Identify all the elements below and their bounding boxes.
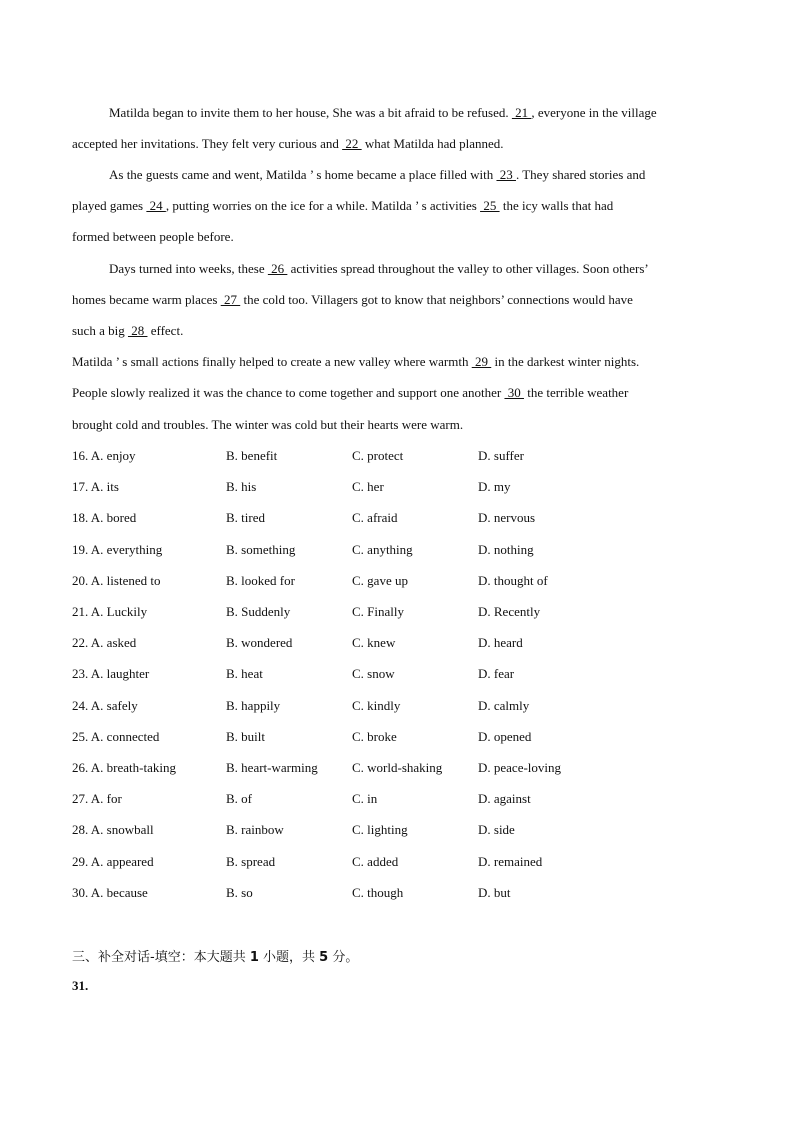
passage-text: , putting worries on the ice for a while. Matilda ’ s activities bbox=[165, 198, 481, 213]
passage-text: such a big bbox=[72, 323, 128, 338]
option-c: C. lighting bbox=[352, 822, 408, 837]
option-row bbox=[72, 854, 712, 870]
option-b: B. looked for bbox=[226, 573, 295, 588]
section-title-prefix: 三、补全对话-填空：本大题共 bbox=[72, 950, 250, 965]
blank-number: 29 bbox=[471, 354, 492, 369]
option-row bbox=[72, 822, 712, 838]
section-title-mid: 小题，共 bbox=[258, 950, 320, 965]
section-heading bbox=[72, 946, 358, 965]
section-title-suffix: 分。 bbox=[328, 950, 359, 965]
option-a: 26. A. breath-taking bbox=[72, 760, 176, 775]
passage-text: accepted her invitations. They felt very curious and bbox=[72, 136, 343, 151]
passage-text: . They shared stories and bbox=[515, 167, 646, 182]
question-count: 1 bbox=[249, 950, 259, 965]
option-a: 19. A. everything bbox=[72, 542, 163, 557]
passage-text: People slowly realized it was the chance to come together and support one another bbox=[72, 385, 505, 400]
option-row bbox=[72, 448, 712, 464]
passage-line bbox=[72, 354, 639, 370]
option-b: B. wondered bbox=[226, 635, 293, 650]
option-row bbox=[72, 510, 712, 526]
question-number: 31. bbox=[72, 978, 89, 993]
blank-number: 23 bbox=[496, 167, 516, 182]
option-a: 29. A. appeared bbox=[72, 854, 154, 869]
option-c: C. her bbox=[352, 479, 384, 494]
passage-text: Matilda ’ s small actions finally helped to create a new valley where warmth bbox=[72, 354, 472, 369]
option-c: C. broke bbox=[352, 729, 397, 744]
option-b: B. tired bbox=[226, 510, 265, 525]
option-d: D. fear bbox=[478, 666, 515, 681]
passage-line bbox=[72, 198, 613, 214]
option-d: D. Recently bbox=[478, 604, 541, 619]
option-row bbox=[72, 604, 712, 620]
passage-text: As the guests came and went, Matilda ’ s home became a place filled with bbox=[109, 167, 497, 182]
option-row bbox=[72, 479, 712, 495]
option-row bbox=[72, 635, 712, 651]
passage-text: the terrible weather bbox=[523, 385, 629, 400]
option-c: C. in bbox=[352, 791, 378, 806]
blank-number: 24 bbox=[146, 198, 166, 213]
option-row bbox=[72, 573, 712, 589]
passage-line bbox=[72, 385, 628, 401]
blank-number: 25 bbox=[480, 198, 500, 213]
passage-text: Days turned into weeks, these bbox=[109, 261, 268, 276]
passage-text: , everyone in the village bbox=[531, 105, 657, 120]
option-c: C. protect bbox=[352, 448, 404, 463]
blank-number: 26 bbox=[267, 261, 288, 276]
option-a: 24. A. safely bbox=[72, 698, 138, 713]
option-c: C. afraid bbox=[352, 510, 398, 525]
passage-text: played games bbox=[72, 198, 147, 213]
option-b: B. heart-warming bbox=[226, 760, 318, 775]
passage-text: in the darkest winter nights. bbox=[491, 354, 640, 369]
option-d: D. peace-loving bbox=[478, 760, 562, 775]
option-b: B. his bbox=[226, 479, 257, 494]
blank-number: 22 bbox=[342, 136, 362, 151]
option-d: D. nervous bbox=[478, 510, 536, 525]
passage-line bbox=[109, 261, 649, 277]
option-a: 18. A. bored bbox=[72, 510, 137, 525]
passage-line bbox=[109, 105, 657, 121]
option-b: B. built bbox=[226, 729, 266, 744]
option-a: 17. A. its bbox=[72, 479, 119, 494]
passage-text: what Matilda had planned. bbox=[361, 136, 504, 151]
option-row bbox=[72, 698, 712, 714]
option-c: C. added bbox=[352, 854, 399, 869]
passage-text: brought cold and troubles. The winter was cold but their hearts were warm. bbox=[72, 417, 464, 432]
option-row bbox=[72, 791, 712, 807]
option-d: D. against bbox=[478, 791, 531, 806]
option-row bbox=[72, 885, 712, 901]
option-row bbox=[72, 760, 712, 776]
passage-text: formed between people before. bbox=[72, 229, 234, 244]
option-b: B. spread bbox=[226, 854, 276, 869]
option-b: B. Suddenly bbox=[226, 604, 291, 619]
blank-number: 21 bbox=[511, 105, 532, 120]
option-b: B. happily bbox=[226, 698, 281, 713]
option-b: B. so bbox=[226, 885, 253, 900]
option-c: C. anything bbox=[352, 542, 413, 557]
passage-text: effect. bbox=[147, 323, 184, 338]
option-d: D. side bbox=[478, 822, 515, 837]
passage-line bbox=[109, 167, 645, 183]
option-a: 21. A. Luckily bbox=[72, 604, 148, 619]
passage-line bbox=[72, 323, 183, 339]
option-c: C. gave up bbox=[352, 573, 408, 588]
option-d: D. thought of bbox=[478, 573, 548, 588]
option-d: D. my bbox=[478, 479, 511, 494]
passage-text: activities spread throughout the valley to other villages. Soon others’ bbox=[287, 261, 649, 276]
option-d: D. calmly bbox=[478, 698, 530, 713]
option-b: B. benefit bbox=[226, 448, 278, 463]
option-c: C. though bbox=[352, 885, 404, 900]
option-c: C. snow bbox=[352, 666, 395, 681]
option-a: 30. A. because bbox=[72, 885, 148, 900]
passage-text: the icy walls that had bbox=[499, 198, 614, 213]
option-row bbox=[72, 729, 712, 745]
passage-text: Matilda began to invite them to her house, She was a bit afraid to be refused. bbox=[109, 105, 512, 120]
option-c: C. Finally bbox=[352, 604, 405, 619]
option-b: B. rainbow bbox=[226, 822, 284, 837]
option-a: 16. A. enjoy bbox=[72, 448, 136, 463]
passage-line bbox=[72, 292, 633, 308]
option-b: B. heat bbox=[226, 666, 263, 681]
option-b: B. of bbox=[226, 791, 252, 806]
passage-text: the cold too. Villagers got to know that neighbors’ connections would have bbox=[240, 292, 633, 307]
passage-line bbox=[72, 136, 504, 152]
passage-text: homes became warm places bbox=[72, 292, 221, 307]
blank-number: 30 bbox=[504, 385, 524, 400]
option-d: D. opened bbox=[478, 729, 532, 744]
option-row bbox=[72, 666, 712, 682]
points-count: 5 bbox=[319, 950, 329, 965]
option-c: C. knew bbox=[352, 635, 396, 650]
option-d: D. nothing bbox=[478, 542, 534, 557]
option-a: 28. A. snowball bbox=[72, 822, 154, 837]
option-b: B. something bbox=[226, 542, 296, 557]
option-row bbox=[72, 542, 712, 558]
option-d: D. remained bbox=[478, 854, 543, 869]
blank-number: 28 bbox=[127, 323, 148, 338]
option-d: D. heard bbox=[478, 635, 523, 650]
passage-line bbox=[72, 229, 234, 245]
passage-line bbox=[72, 417, 463, 433]
option-a: 23. A. laughter bbox=[72, 666, 150, 681]
option-c: C. kindly bbox=[352, 698, 401, 713]
blank-number: 27 bbox=[220, 292, 241, 307]
option-a: 27. A. for bbox=[72, 791, 122, 806]
option-a: 20. A. listened to bbox=[72, 573, 161, 588]
option-c: C. world-shaking bbox=[352, 760, 443, 775]
option-d: D. but bbox=[478, 885, 511, 900]
option-a: 22. A. asked bbox=[72, 635, 137, 650]
option-a: 25. A. connected bbox=[72, 729, 160, 744]
option-d: D. suffer bbox=[478, 448, 524, 463]
